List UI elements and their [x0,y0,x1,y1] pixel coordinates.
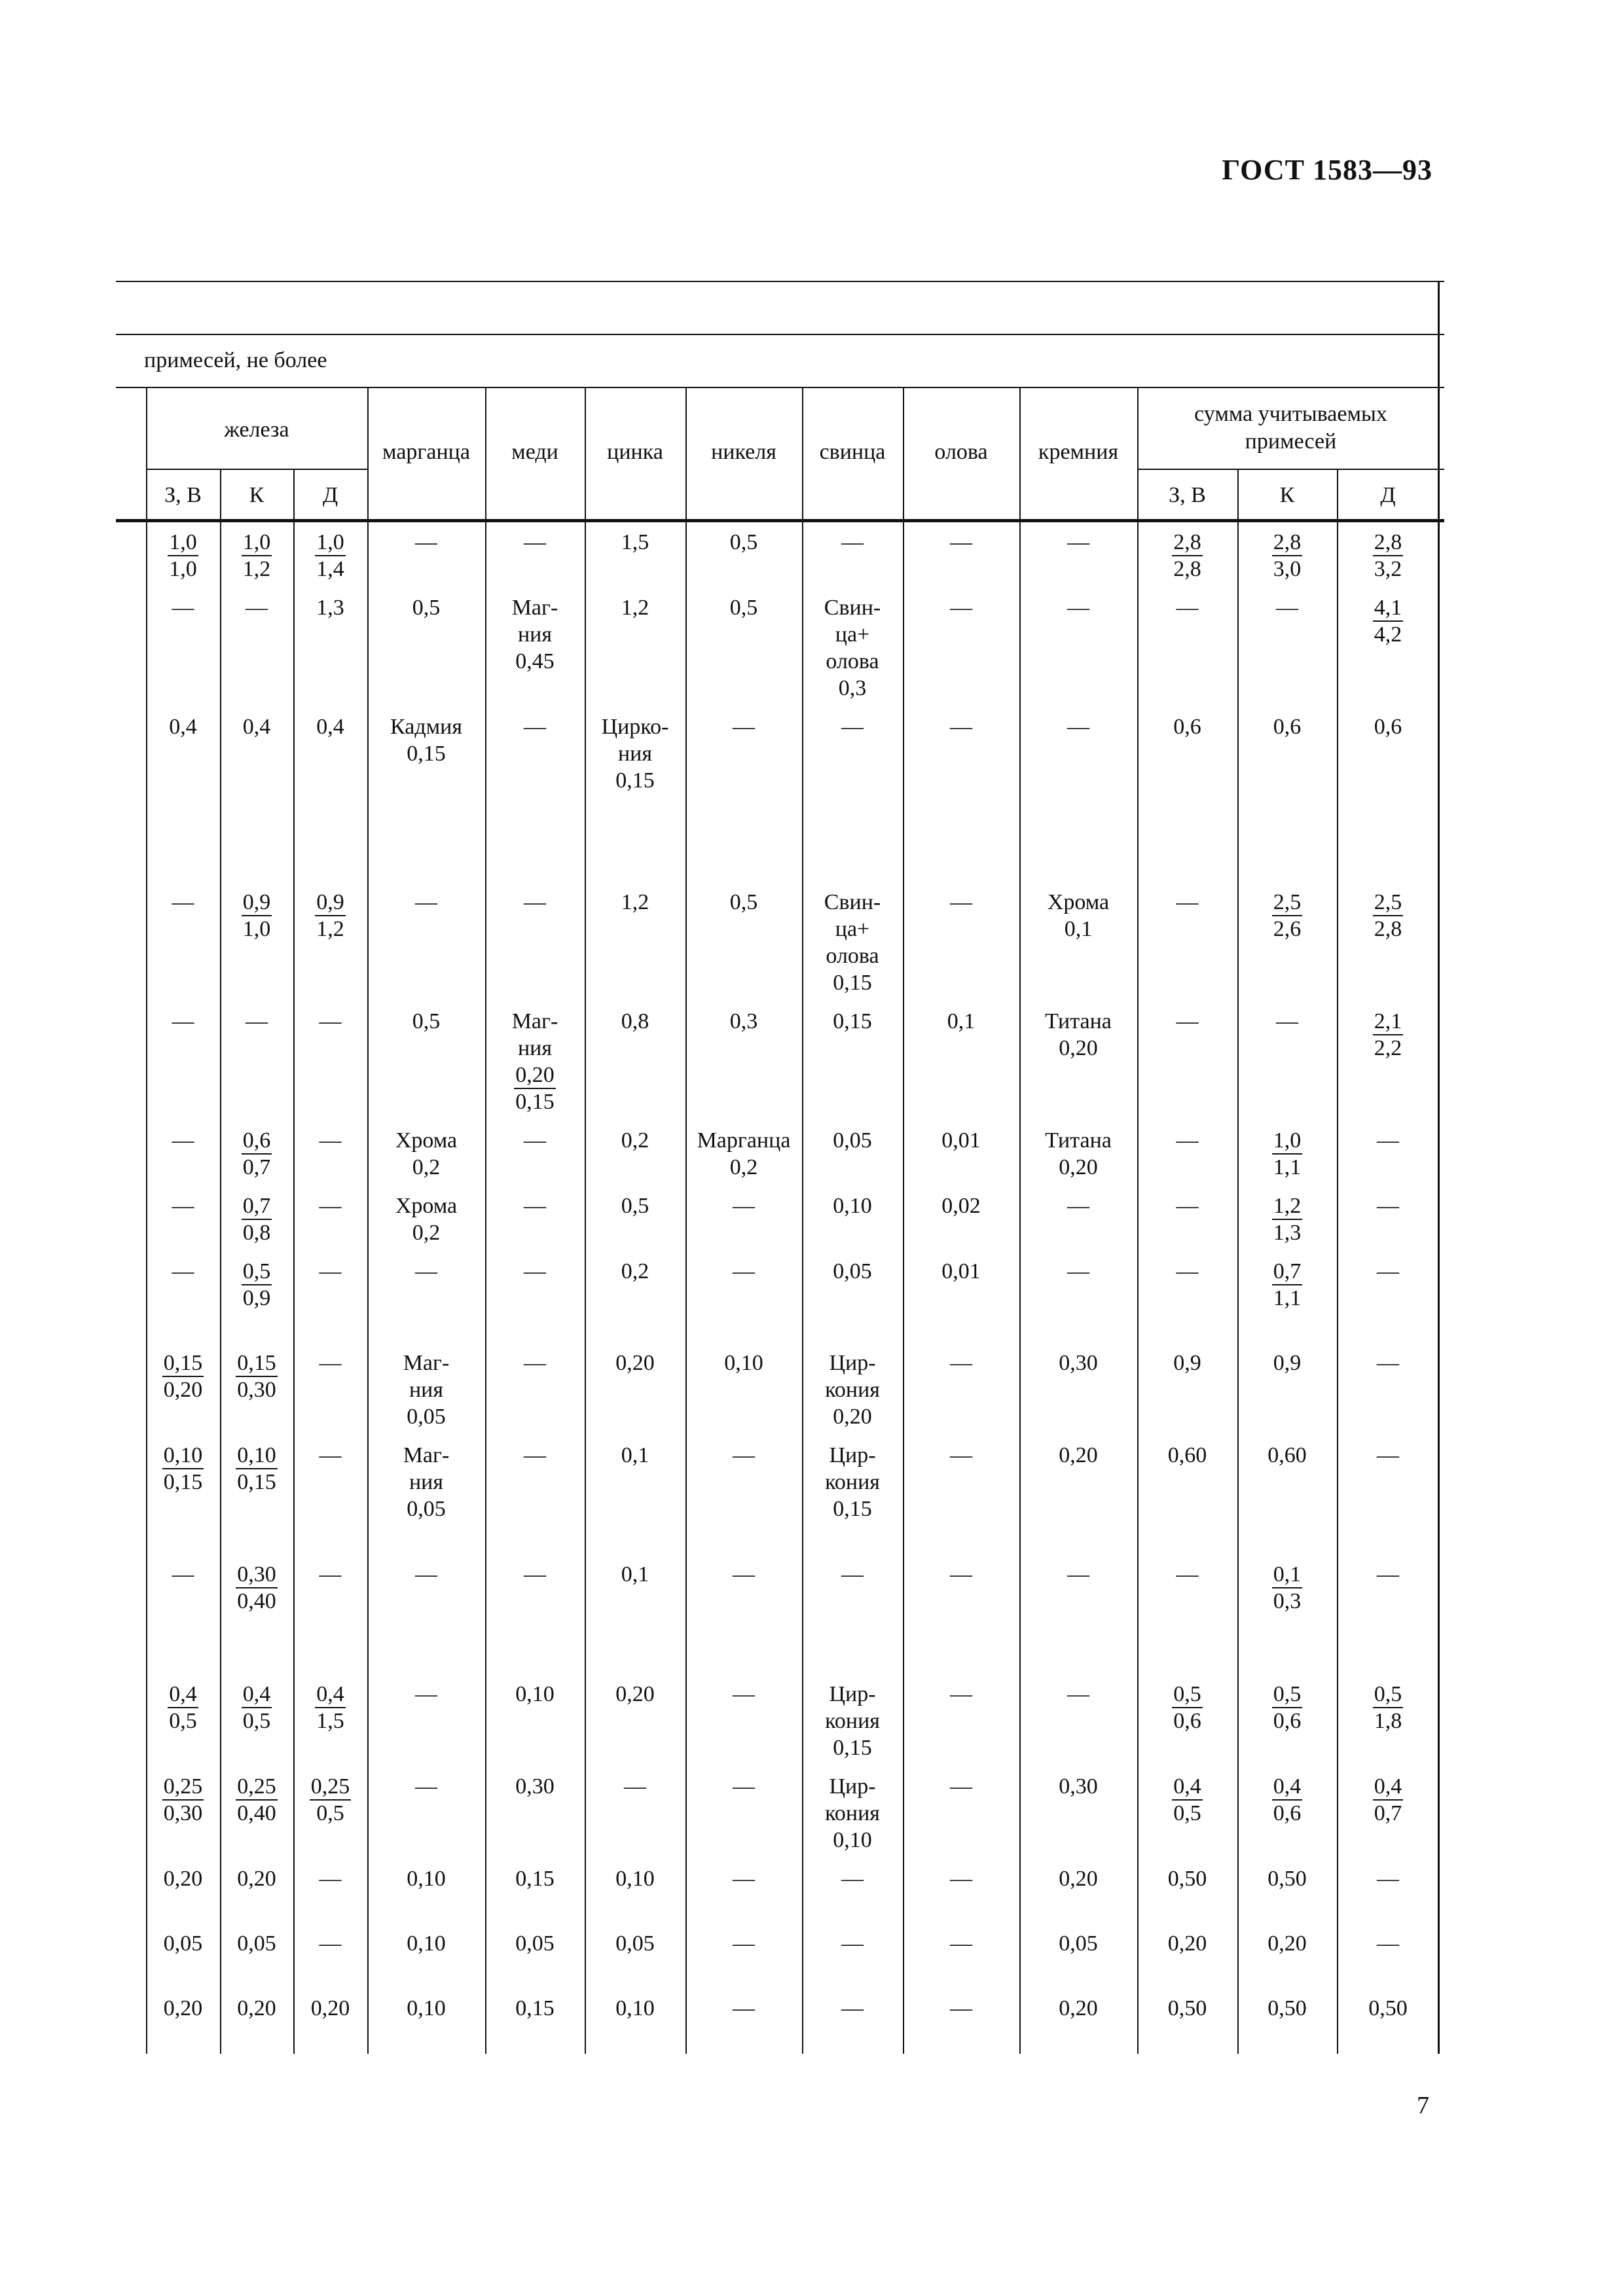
table-cell: 0,8 [621,1009,649,1033]
table-cell: — [524,1351,546,1375]
table-cell: — [1176,1259,1199,1283]
table-cell: — [1377,1351,1399,1375]
fraction-value: $\frac{2,5}{2,8}$ [1374,890,1402,941]
table-cell [1137,529,1237,583]
table-cell [1337,594,1439,648]
table-cell: 0,5 [412,1009,441,1033]
column-divider [585,387,586,2054]
table-cell: 0,20 [1059,1867,1098,1891]
table-cell: — [624,1774,646,1799]
fraction-value: $\frac{0,30}{0,40}$ [237,1562,276,1613]
table-cell: 0,02 [941,1194,981,1218]
col-header-silicon: кремния [1038,440,1119,464]
table-cell: — [841,1931,864,1956]
fraction-value: $\frac{1,0}{1,1}$ [1273,1128,1302,1179]
table-cell [1237,1561,1337,1615]
table-cell [1237,1127,1337,1181]
subheader-sum-zv: З, В [1169,483,1206,507]
table-cell: — [1377,1931,1399,1956]
fraction-value: $\frac{0,4}{1,5}$ [316,1682,344,1733]
table-cell: 0,05 [237,1931,276,1956]
table-cell: 0,20 [1167,1931,1207,1956]
col-header-copper: меди [511,440,558,464]
table-cell: — [319,1351,342,1375]
table-cell: 0,20 [615,1682,655,1706]
table-cell [1337,889,1439,942]
table-cell: — [733,1194,755,1218]
col-header-zinc: цинка [607,440,663,464]
table-cell [146,529,220,583]
fraction-value: $\frac{0,9}{1,2}$ [316,890,344,941]
col-header-manganese: марганца [382,440,470,464]
fraction-value: $\frac{0,9}{1,0}$ [242,890,271,941]
table-cell: 0,10 [407,1996,446,2020]
table-cell: — [950,890,972,914]
table-cell: 0,05 [1059,1931,1098,1956]
table-top-rule [116,281,1444,282]
fraction-value: $\frac{0,15}{0,20}$ [163,1351,203,1402]
table-cell: — [733,1931,755,1956]
table-cell: 0,6 [1374,715,1402,739]
table-cell: — [172,1194,194,1218]
table-cell: 0,30 [1059,1351,1098,1375]
fraction-value: $\frac{2,1}{2,2}$ [1374,1009,1402,1060]
fraction-value: $\frac{0,15}{0,30}$ [237,1351,276,1402]
table-cell: 0,20 [1059,1443,1098,1467]
table-cell: — [733,1682,755,1706]
table-cell: 0,15 [515,1867,555,1891]
table-rule [116,387,1444,388]
table-cell: Марганца 0,2 [697,1128,791,1179]
table-cell: 0,20 [1059,1996,1098,2020]
fraction-value: $\frac{0,25}{0,40}$ [237,1774,276,1825]
table-cell: 0,50 [1267,1867,1307,1891]
fraction-value: $\frac{1,2}{1,3}$ [1273,1194,1302,1245]
table-cell: — [319,1443,342,1467]
table-cell: Цир- кония 0,15 [825,1443,880,1521]
fraction-value: $\frac{0,7}{0,8}$ [242,1194,271,1245]
table-cell: — [1276,596,1298,620]
table-cell: — [524,1443,546,1467]
table-cell [1137,1773,1237,1827]
table-cell [1137,1681,1237,1734]
fraction-value: $\frac{0,5}{0,6}$ [1273,1682,1302,1733]
table-cell: 0,6 [1273,715,1302,739]
table-cell [220,889,293,942]
subheader-iron-d: Д [322,483,338,507]
table-cell: 0,4 [242,715,271,739]
page-number: 7 [1417,2092,1429,2119]
fraction-value: $\frac{0,4}{0,5}$ [242,1682,271,1733]
table-cell [293,1773,367,1827]
table-cell: — [319,1259,342,1283]
table-cell: — [319,1867,342,1891]
table-cell: — [415,1774,437,1799]
col-header-sum-line1: сумма учитываемых [1194,402,1387,426]
table-cell: — [415,1682,437,1706]
table-cell: — [1176,890,1199,914]
fraction-value: $\frac{0,10}{0,15}$ [163,1443,203,1494]
table-cell: 0,4 [169,715,197,739]
table-cell: — [950,715,972,739]
table-cell [1337,1773,1439,1827]
table-cell: Маг- ния 0,05 [403,1443,450,1521]
table-cell: — [415,1259,437,1283]
table-cell: Хрома 0,2 [395,1194,458,1245]
table-cell: — [841,715,864,739]
table-cell: Свин- ца+ олова 0,15 [824,890,881,995]
table-cell: 0,01 [941,1128,981,1153]
col-header-sum [1137,401,1444,456]
table-cell: — [950,1931,972,1956]
table-cell: 0,5 [729,890,758,914]
table-cell: 0,3 [729,1009,758,1033]
table-cell [293,1681,367,1734]
table-cell: 0,50 [1267,1996,1307,2020]
table-cell: 0,10 [515,1682,555,1706]
table-cell: — [246,1009,268,1033]
table-cell: — [319,1931,342,1956]
fraction-value: $\frac{2,5}{2,6}$ [1273,890,1302,941]
table-cell: Цир- кония 0,20 [825,1351,880,1429]
subheader-sum-k: К [1279,483,1295,507]
col-header-lead: свинца [819,440,886,464]
table-cell: — [246,596,268,620]
table-cell: — [415,1562,437,1587]
table-cell: — [172,1128,194,1153]
table-cell: 0,5 [412,596,441,620]
table-cell: 0,50 [1167,1996,1207,2020]
header-bottom-rule [116,519,1444,522]
table-cell: 0,01 [941,1259,981,1283]
table-cell: — [1067,530,1089,554]
table-cell: — [950,1351,972,1375]
col-header-nickel: никеля [711,440,776,464]
table-cell: 0,9 [1173,1351,1201,1375]
fraction-value: $\frac{0,10}{0,15}$ [237,1443,276,1494]
table-cell: 0,5 [621,1194,649,1218]
table-cell: 0,1 [621,1562,649,1587]
fraction-value: $\frac{2,8}{2,8}$ [1173,530,1201,581]
table-cell: — [841,1562,864,1587]
table-cell: — [172,890,194,914]
table-cell: — [172,1009,194,1033]
table-cell: 0,20 [615,1351,655,1375]
table-cell [220,1561,293,1615]
table-cell: 0,30 [1059,1774,1098,1799]
col-header-tin: олова [934,440,988,464]
table-cell: 0,20 [310,1996,350,2020]
table-cell: — [524,1194,546,1218]
table-cell: 0,20 [163,1996,203,2020]
table-cell: — [1276,1009,1298,1033]
table-rule [116,334,1444,335]
fraction-value: $\frac{0,5}{0,9}$ [242,1259,271,1310]
table-cell: — [950,1562,972,1587]
fraction-value: $\frac{2,8}{3,2}$ [1374,530,1402,581]
fraction-value: $\frac{0,4}{0,5}$ [1173,1774,1201,1825]
table-cell: — [1377,1194,1399,1218]
table-cell: — [1377,1128,1399,1153]
table-cell: — [841,530,864,554]
table-cell: — [841,1996,864,2020]
fraction-value: $\frac{1,0}{1,4}$ [316,530,344,581]
table-cell: — [319,1009,342,1033]
table-cell: 0,20 [237,1996,276,2020]
table-cell [1237,889,1337,942]
table-cell [1237,1193,1337,1246]
table-cell: — [733,1996,755,2020]
table-cell: — [1377,1562,1399,1587]
table-cell [293,889,367,942]
table-cell: 0,05 [833,1259,872,1283]
fraction-value: $\frac{0,25}{0,5}$ [310,1774,350,1825]
table-cell: — [1067,1562,1089,1587]
fraction-value: $\frac{0,7}{1,1}$ [1273,1259,1302,1310]
table-cell: 0,05 [515,1931,555,1956]
table-cell: — [415,530,437,554]
subheader-iron-zv: З, В [164,483,202,507]
table-cell [220,1258,293,1312]
table-cell: — [1176,1194,1199,1218]
table-cell: — [733,1562,755,1587]
table-cell: — [950,1443,972,1467]
table-cell: — [733,1259,755,1283]
table-cell: — [524,530,546,554]
table-cell [1237,529,1337,583]
table-cell: 0,10 [407,1867,446,1891]
table-cell: 0,60 [1267,1443,1307,1467]
table-cell: Маг- ния 0,45 [511,596,558,673]
table-cell: — [1176,1562,1199,1587]
subheader-iron-k: К [249,483,264,507]
table-cell: Маг- ния 0,05 [403,1351,450,1429]
fraction-value: $\frac{1,0}{1,0}$ [169,530,197,581]
col-header-sum-line2: примесей [1245,429,1337,454]
table-cell: — [950,530,972,554]
fraction-value: $\frac{0,25}{0,30}$ [163,1774,203,1825]
column-divider [1019,387,1021,2054]
table-cell: Хрома 0,2 [395,1128,458,1179]
table-cell: 0,20 [237,1867,276,1891]
table-cell [1237,1681,1337,1734]
col-header-iron: железа [224,418,289,442]
fraction-value: $\frac{2,8}{3,0}$ [1273,530,1302,581]
table-cell [1237,1773,1337,1827]
table-cell: Маг- ния $\frac{0,20}{0,15}$ [511,1009,558,1114]
table-cell: — [319,1194,342,1218]
table-cell: — [1067,715,1089,739]
table-cell: — [1067,596,1089,620]
table-cell: — [1377,1259,1399,1283]
fraction-value: $\frac{0,5}{1,8}$ [1374,1682,1402,1733]
table-rule [146,469,367,470]
fraction-value: $\frac{0,6}{0,7}$ [242,1128,271,1179]
table-cell: — [733,1443,755,1467]
table-cell: 1,2 [621,596,649,620]
table-cell: — [950,1774,972,1799]
table-cell [1337,529,1439,583]
table-cell: — [1176,596,1199,620]
table-cell: 0,50 [1368,1996,1408,2020]
table-cell [146,1350,220,1403]
table-cell: — [172,1259,194,1283]
column-divider [903,387,904,2054]
table-cell: — [1377,1443,1399,1467]
table-cell: — [524,890,546,914]
table-cell: — [1067,1682,1089,1706]
fraction-value: $\frac{4,1}{4,2}$ [1374,596,1402,647]
table-cell [220,1350,293,1403]
table-cell [220,1773,293,1827]
table-cell: — [1176,1128,1199,1153]
table-cell: — [1377,1867,1399,1891]
table-cell: Цир- кония 0,10 [825,1774,880,1852]
table-cell: — [524,1562,546,1587]
table-cell: 0,20 [1267,1931,1307,1956]
table-cell: 0,60 [1167,1443,1207,1467]
table-cell: 0,10 [407,1931,446,1956]
table-cell: 0,2 [621,1259,649,1283]
table-cell [146,1442,220,1496]
table-cell: — [1067,1259,1089,1283]
table-cell: 1,3 [316,596,344,620]
fraction-value: $\frac{0,1}{0,3}$ [1273,1562,1302,1613]
table-cell: — [950,1682,972,1706]
table-cell: Кадмия 0,15 [390,715,462,766]
table-cell: — [524,715,546,739]
table-cell: — [319,1562,342,1587]
table-cell: 0,30 [515,1774,555,1799]
table-cell: 0,4 [316,715,344,739]
table-cell: Цирко- ния 0,15 [601,715,669,793]
fraction-value: $\frac{0,4}{0,5}$ [169,1682,197,1733]
table-cell: — [733,1774,755,1799]
table-cell [220,529,293,583]
fraction-value: $\frac{0,20}{0,15}$ [515,1063,555,1114]
table-cell: 0,2 [621,1128,649,1153]
fraction-value: $\frac{0,4}{0,7}$ [1374,1774,1402,1825]
table-cell: 1,2 [621,890,649,914]
table-cell [220,1127,293,1181]
table-cell: 0,5 [729,530,758,554]
fraction-value: $\frac{0,4}{0,6}$ [1273,1774,1302,1825]
table-cell: — [524,1259,546,1283]
table-cell: 1,5 [621,530,649,554]
table-cell: — [172,1562,194,1587]
table-cell [1237,1258,1337,1312]
table-cell: 0,1 [947,1009,976,1033]
table-cell: Хрома 0,1 [1047,890,1110,941]
table-cell: — [1067,1194,1089,1218]
table-cell: — [733,715,755,739]
table-cell [1337,1008,1439,1062]
table-cell: 0,10 [615,1867,655,1891]
table-cell: Свин- ца+ олова 0,3 [824,596,881,700]
table-cell: 0,50 [1167,1867,1207,1891]
table-cell [146,1681,220,1734]
table-cell: — [1176,1009,1199,1033]
table-cell: 0,9 [1273,1351,1302,1375]
table-cell: 0,05 [163,1931,203,1956]
table-cell: 0,5 [729,596,758,620]
table-cell: Цир- кония 0,15 [825,1682,880,1760]
table-rule [1137,469,1444,470]
table-cell: 0,05 [615,1931,655,1956]
table-cell [220,1193,293,1246]
table-cell: — [950,596,972,620]
table-cell: — [733,1867,755,1891]
table-cell [220,1442,293,1496]
table-cell: — [950,1996,972,2020]
table-cell [146,1773,220,1827]
subheader-sum-d: Д [1380,483,1396,507]
group-header: примесей, не более [144,348,327,372]
table-cell: 0,6 [1173,715,1201,739]
table-cell [293,529,367,583]
table-cell: 0,10 [833,1194,872,1218]
table-cell: — [841,1867,864,1891]
column-divider [685,387,687,2054]
table-cell [1337,1681,1439,1734]
table-cell: 0,15 [515,1996,555,2020]
table-cell: — [172,596,194,620]
table-cell: 0,05 [833,1128,872,1153]
fraction-value: $\frac{0,5}{0,6}$ [1173,1682,1201,1733]
table-cell: Титана 0,20 [1045,1128,1112,1179]
table-cell: — [524,1128,546,1153]
table-cell: 0,20 [163,1867,203,1891]
table-cell: 0,15 [833,1009,872,1033]
table-cell: — [415,890,437,914]
table-cell: 0,1 [621,1443,649,1467]
document-title: ГОСТ 1583—93 [1222,154,1432,186]
table-cell: — [319,1128,342,1153]
table-cell: Титана 0,20 [1045,1009,1112,1060]
table-cell: 0,10 [724,1351,763,1375]
fraction-value: $\frac{1,0}{1,2}$ [242,530,271,581]
table-cell: — [950,1867,972,1891]
table-cell: 0,10 [615,1996,655,2020]
table-cell [220,1681,293,1734]
